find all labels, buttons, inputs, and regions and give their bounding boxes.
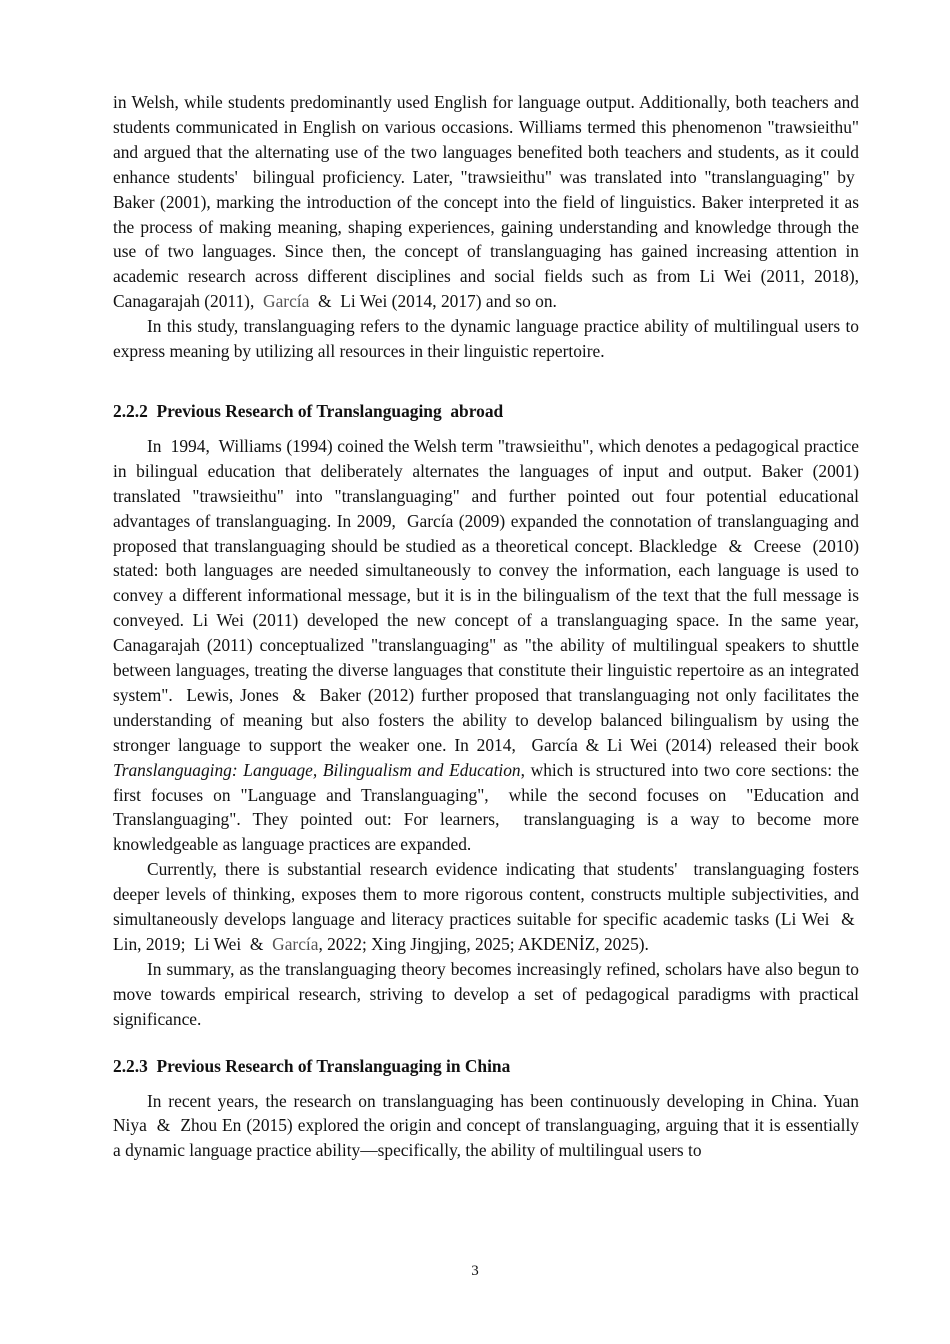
paragraph-trawsieithu-origin <box>113 90 859 314</box>
paragraph-text: in Welsh, while students predominantly used English for language output. Additionally, both teachers and students communicated in English on various occasions. Williams termed this phenomenon "trawsieithu" and argued that the alternating use of the two languages benefited both teachers and students, as it could enhance students' bilingual proficiency. Later, "trawsieithu" was translated into "translanguaging" by Baker (2001), marking the introduction of the concept into the field of linguistics. Baker interpreted it as the process of making meaning, shaping experiences, gaining understanding and knowledge through the use of two languages. Since then, the concept of translanguaging has gained increasing attention in academic research across different disciplines and social fields such as from Li Wei (2011, 2018), Canagarajah (2011), <box>113 92 859 312</box>
section-heading-2-2-3: 2.2.3 Previous Research of Translanguaging in China <box>113 1055 511 1076</box>
paragraph-current-evidence <box>113 857 859 957</box>
paragraph-study-definition: In this study, translanguaging refers to the dynamic language practice ability of multilingual users to express meaning by utilizing all resources in their linguistic repertoire. <box>113 316 859 362</box>
paragraph-summary: In summary, as the translanguaging theory becomes increasingly refined, scholars have also begun to move towards empirical research, striving to develop a set of pedagogical paradigms with practical significance. <box>113 958 859 1029</box>
paragraph-text: , which is structured into two core sections: the first focuses on "Language and Translanguaging", while the second focuses on "Education and Translanguaging". They pointed out: For learners, translanguaging is a way to become more knowledgeable as language practices are expanded. <box>113 759 860 855</box>
author-garcia: García <box>272 934 319 954</box>
page-number: 3 <box>471 1263 479 1279</box>
document-page <box>113 90 859 1163</box>
paragraph-research-abroad <box>113 434 859 857</box>
section-heading-2-2-2: 2.2.2 Previous Research of Translanguaging abroad <box>113 400 504 421</box>
paragraph-text: In 1994, Williams (1994) coined the Welsh term "trawsieithu", which denotes a pedagogical practice in bilingual education that deliberately alternates the languages of input and output. Baker (2001) translated "trawsieithu" into "translanguaging" and further pointed out four potential educational advantages of translanguaging. In 2009, García (2009) expanded the connotation of translanguaging and proposed that translanguaging should be studied as a theoretical concept. Blackledge & Creese (2010) stated: both languages are needed simultaneously to convey the information, each language is used to convey a different informational message, but it is in the bilingualism of the text that the full message is conveyed. Li Wei (2011) developed the new concept of a translanguaging space. In the same year, Canagarajah (2011) conceptualized "translanguaging" as "the ability of multilingual speakers to shuttle between languages, treating the diverse languages that constitute their linguistic repertoire as an integrated system". Lewis, Jones & Baker (2012) further proposed that translanguaging not only facilitates the understanding of meaning but also fosters the ability to develop balanced bilingualism by using the stronger language to support the weaker one. In 2014, García & Li Wei (2014) released their book <box>113 435 859 755</box>
paragraph-text: , 2022; Xing Jingjing, 2025; AKDENİZ, 2025). <box>318 934 649 954</box>
book-title: Translanguaging: Language, Bilingualism and Education <box>113 759 521 780</box>
paragraph-text: Currently, there is substantial research evidence indicating that students' translanguaging fosters deeper levels of thinking, exposes them to more rigorous content, constructs multiple subjectivities, and simultaneously develops language and literacy practices suitable for specific academic tasks (Li Wei & Lin, 2019; Li Wei & <box>113 859 859 954</box>
author-garcia: García <box>263 291 310 312</box>
paragraph-research-china: In recent years, the research on translanguaging has been continuously developing in China. Yuan Niya & Zhou En (2015) explored the origin and concept of translanguaging, arguing that it is essentially a dynamic language practice ability—specifically, the ability of multilingual users to <box>113 1090 859 1161</box>
paragraph-text: & Li Wei (2014, 2017) and so on. <box>309 291 557 312</box>
